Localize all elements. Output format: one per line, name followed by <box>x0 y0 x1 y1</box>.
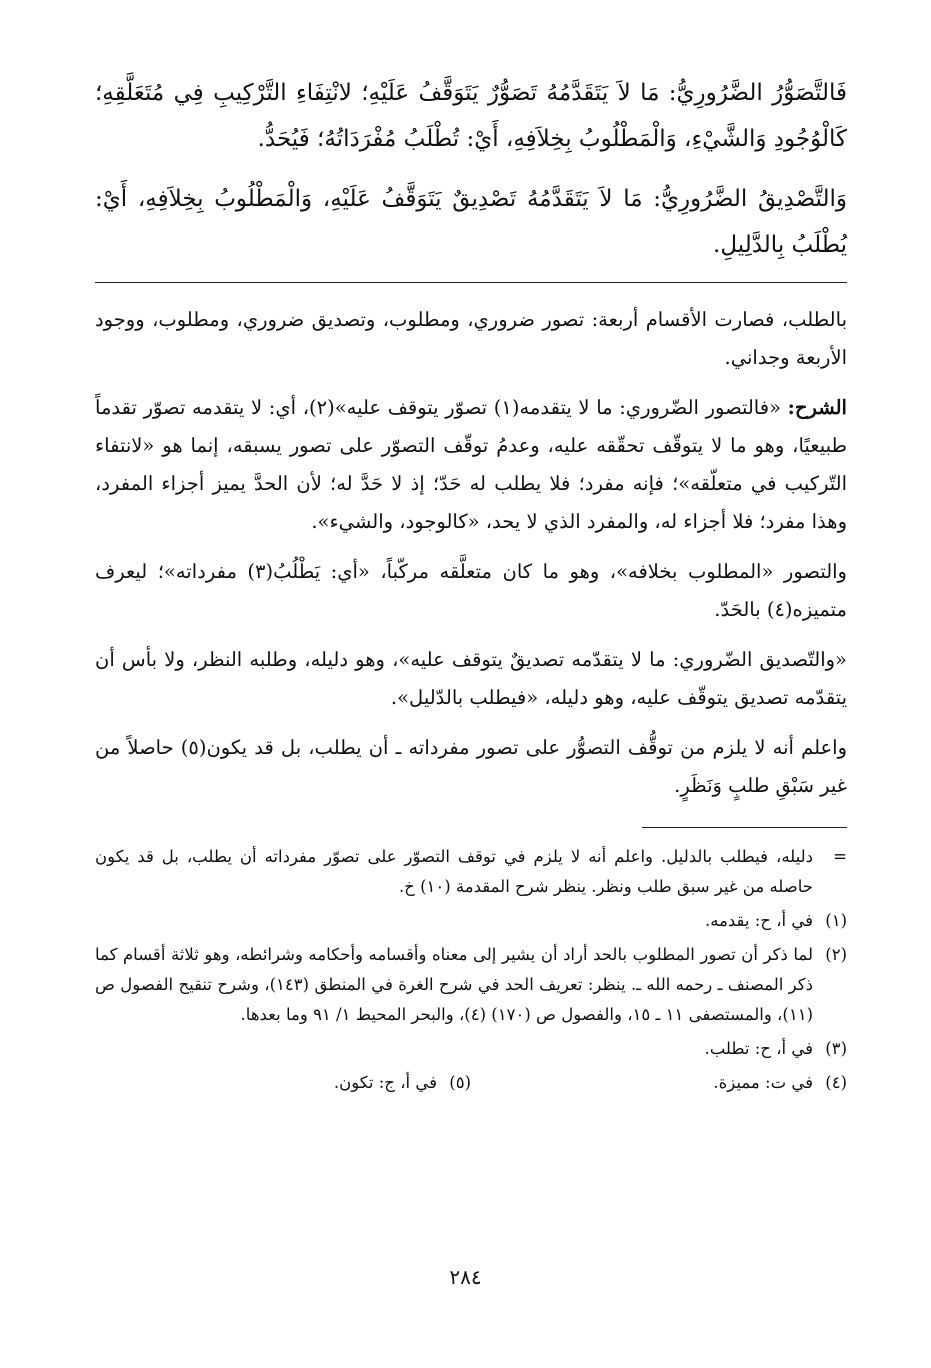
footnote-1: (١) في أ، ح: يقدمه. <box>704 911 847 930</box>
page-body <box>95 70 847 1098</box>
commentary-paragraph <box>95 389 847 541</box>
page-number: ٢٨٤ <box>449 1265 482 1289</box>
commentary-paragraph: والتصور «المطلوب بخلافه»، وهو ما كان متعلَّقه مركّباً، «أي: يَطْلُبُ(٣) مفرداته»؛ ليعرف متميزه(٤) بالحَدّ. <box>95 560 847 621</box>
commentary-paragraph: واعلم أنه لا يلزم من توقُّف التصوُّر على تصور مفرداته ـ أن يطلب، بل قد يكون(٥) حاصلاً من غير سَبْقِ طلبٍ وَنَظَرٍ. <box>95 736 848 797</box>
footnote-3: (٣) في أ، ح: تطلب. <box>704 1039 847 1058</box>
commentary-text <box>95 301 847 805</box>
footnote-separator <box>642 827 847 828</box>
separator-line <box>95 282 847 283</box>
footnotes <box>95 842 847 1098</box>
footnote-row-4-5 <box>95 1068 847 1098</box>
matn-text <box>95 70 847 268</box>
footnote-2: (٢) لما ذكر أن تصور المطلوب بالحد أراد أن يشير إلى معناه وأقسامه وأحكامه وشرائطه، وهو ثلاثة أقسام كما ذكر المصنف ـ رحمه الله ـ. ينظر: تعريف الحد في شرح الغرة في المنطق (١٤٣)، وشرح تنقيح الفصول ص (١١)، والمستصفى ١١ ـ ١٥، والفصول ص (١٧٠) (٤)، والبحر المحيط ١/ ٩١ وما بعدها. <box>95 945 847 1024</box>
commentary-paragraph: «والتّصديق الضّروري: ما لا يتقدّمه تصديقٌ يتوقف عليه»، وهو دليله، وطلبه النظر، ولا بأس أن يتقدّمه تصديق يتوقّف عليه، وهو دليله، «فيطلب بالدّليل». <box>95 648 847 709</box>
footnote-4: (٤) في ت: مميزة. <box>713 1073 847 1092</box>
commentary-paragraph-text: «فالتصور الضّروري: ما لا يتقدمه(١) تصوّر يتوقف عليه»(٢)، أي: لا يتقدمه تصوّر تقدماً طبيعيًا، وهو ما لا يتوقّف تحقّقه عليه، وعدمُ توقّف التصوّر على تصور يسبقه، إنما هو «لانتفاء التّركيب في متعلّقه»؛ فإنه مفرد؛ فلا يطلب له حَدّ؛ إذ لا حَدَّ له؛ لأن الحدَّ يميز أجزاء المفرد، وهذا مفرد؛ فلا أجزاء له، والمفرد الذي لا يحد، «كالوجود، والشيء». <box>95 396 847 533</box>
commentary-heading: الشرح: <box>787 396 847 419</box>
footnote-continuation: = دليله، فيطلب بالدليل. واعلم أنه لا يلزم في توقف التصوّر على تصوّر مفرداته أن يطلب، بل قد يكون حاصله من غير سبق طلب ونظر. ينظر شرح المقدمة (١٠) خ. <box>95 847 847 896</box>
matn-paragraph: فَالتَّصَوُّرُ الضَّرُورِيُّ: مَا لاَ يَتَقَدَّمُهُ تَصَوُّرٌ يَتَوَقَّفُ عَلَيْهِ؛ لانْتِفَاءِ التَّرْكِيبِ فِي مُتَعَلَّقِهِ؛ كَالْوُجُودِ وَالشَّيْءِ، وَالْمَطْلُوبُ بِخِلاَفِهِ، أَيْ: تُطْلَبُ مُفْرَدَاتُهُ؛ فَيُحَدُّ. <box>95 80 847 152</box>
matn-paragraph: وَالتَّصْدِيقُ الضَّرُورِيُّ: مَا لاَ يَتَقَدَّمُهُ تَصْدِيقٌ يَتَوَقَّفُ عَلَيْهِ، وَالْمَطْلُوبُ بِخِلاَفِهِ، أَيْ: يُطْلَبُ بِالدَّلِيلِ. <box>95 186 847 258</box>
footnote-5: (٥) في أ، ج: تكون. <box>333 1073 471 1092</box>
commentary-paragraph: بالطلب، فصارت الأقسام أربعة: تصور ضروري، ومطلوب، وتصديق ضروري، ومطلوب، ووجود الأربعة وجداني. <box>95 308 847 369</box>
